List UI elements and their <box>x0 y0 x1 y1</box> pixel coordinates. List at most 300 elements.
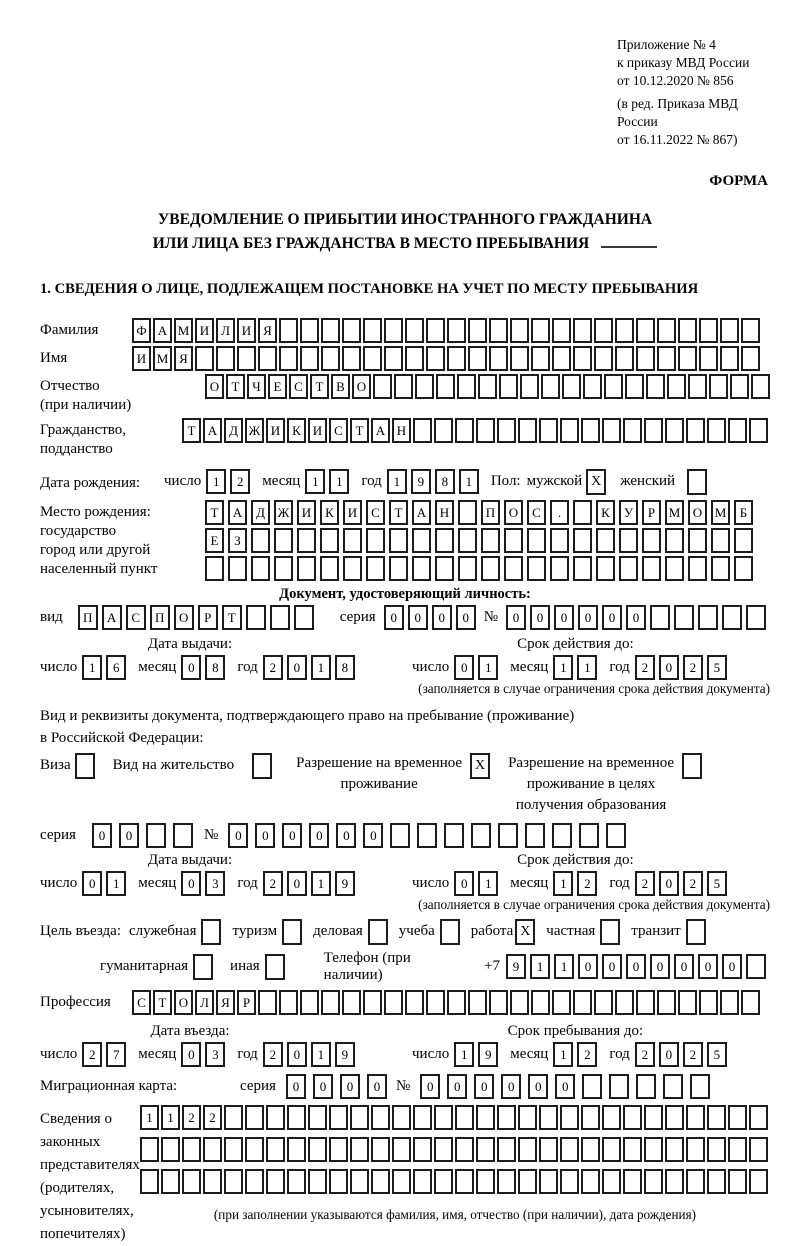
char-box[interactable] <box>615 990 634 1015</box>
char-box[interactable]: Ч <box>247 374 266 399</box>
char-box[interactable]: Т <box>226 374 245 399</box>
purpose-study-checkbox[interactable] <box>440 919 460 945</box>
char-box[interactable]: 0 <box>336 823 356 848</box>
char-box[interactable] <box>343 528 362 553</box>
char-box[interactable]: С <box>289 374 308 399</box>
char-box[interactable]: Р <box>642 500 661 525</box>
char-box[interactable] <box>412 528 431 553</box>
char-box[interactable] <box>746 954 766 979</box>
char-box[interactable] <box>499 374 518 399</box>
char-box[interactable]: Т <box>310 374 329 399</box>
char-box[interactable]: 0 <box>454 871 474 896</box>
char-box[interactable] <box>657 318 676 343</box>
char-box[interactable] <box>510 346 529 371</box>
char-box[interactable] <box>636 318 655 343</box>
char-box[interactable] <box>619 556 638 581</box>
char-box[interactable] <box>195 346 214 371</box>
purpose-transit-checkbox[interactable] <box>686 919 706 945</box>
char-box[interactable]: О <box>174 990 193 1015</box>
char-box[interactable] <box>455 1137 474 1162</box>
char-box[interactable] <box>650 605 670 630</box>
char-box[interactable] <box>447 318 466 343</box>
char-box[interactable]: 1 <box>387 469 407 494</box>
char-box[interactable]: 0 <box>420 1074 440 1099</box>
char-box[interactable] <box>623 1105 642 1130</box>
char-box[interactable]: 1 <box>311 655 331 680</box>
char-box[interactable] <box>279 346 298 371</box>
char-box[interactable] <box>426 346 445 371</box>
char-box[interactable] <box>749 1137 768 1162</box>
char-box[interactable] <box>510 318 529 343</box>
char-box[interactable] <box>392 1137 411 1162</box>
char-box[interactable]: 5 <box>707 655 727 680</box>
char-box[interactable]: 2 <box>263 655 283 680</box>
char-box[interactable]: 0 <box>659 655 679 680</box>
char-box[interactable] <box>541 374 560 399</box>
char-box[interactable]: 1 <box>311 871 331 896</box>
char-box[interactable] <box>552 990 571 1015</box>
char-box[interactable] <box>251 556 270 581</box>
char-box[interactable] <box>539 1169 558 1194</box>
char-box[interactable] <box>203 1137 222 1162</box>
char-box[interactable] <box>489 346 508 371</box>
char-box[interactable] <box>573 500 592 525</box>
char-box[interactable]: 0 <box>384 605 404 630</box>
char-box[interactable] <box>699 346 718 371</box>
char-box[interactable]: С <box>366 500 385 525</box>
char-box[interactable]: М <box>174 318 193 343</box>
char-box[interactable] <box>525 823 545 848</box>
char-box[interactable] <box>413 418 432 443</box>
char-box[interactable] <box>373 374 392 399</box>
char-box[interactable]: 9 <box>411 469 431 494</box>
char-box[interactable] <box>690 1074 710 1099</box>
char-box[interactable]: 3 <box>205 871 225 896</box>
char-box[interactable]: 0 <box>282 823 302 848</box>
char-box[interactable]: 9 <box>478 1042 498 1067</box>
char-box[interactable] <box>560 1169 579 1194</box>
char-box[interactable] <box>458 556 477 581</box>
char-box[interactable]: 0 <box>555 1074 575 1099</box>
char-box[interactable] <box>582 1074 602 1099</box>
char-box[interactable]: 0 <box>530 605 550 630</box>
char-box[interactable] <box>665 1137 684 1162</box>
char-box[interactable]: 0 <box>287 655 307 680</box>
char-box[interactable]: М <box>711 500 730 525</box>
char-box[interactable] <box>527 528 546 553</box>
char-box[interactable]: О <box>174 605 194 630</box>
char-box[interactable] <box>266 1105 285 1130</box>
char-box[interactable] <box>308 1137 327 1162</box>
char-box[interactable]: И <box>195 318 214 343</box>
char-box[interactable] <box>579 823 599 848</box>
char-box[interactable] <box>609 1074 629 1099</box>
char-box[interactable]: 2 <box>683 871 703 896</box>
char-box[interactable]: Т <box>153 990 172 1015</box>
char-box[interactable] <box>678 318 697 343</box>
char-box[interactable] <box>518 418 537 443</box>
char-box[interactable]: 1 <box>106 871 126 896</box>
char-box[interactable] <box>746 605 766 630</box>
char-box[interactable]: 0 <box>659 1042 679 1067</box>
char-box[interactable] <box>489 318 508 343</box>
char-box[interactable]: Б <box>734 500 753 525</box>
char-box[interactable]: Д <box>224 418 243 443</box>
char-box[interactable]: И <box>132 346 151 371</box>
char-box[interactable] <box>711 556 730 581</box>
char-box[interactable] <box>246 605 266 630</box>
char-box[interactable]: 1 <box>329 469 349 494</box>
char-box[interactable]: Ж <box>274 500 293 525</box>
char-box[interactable]: К <box>320 500 339 525</box>
char-box[interactable]: А <box>203 418 222 443</box>
char-box[interactable]: 2 <box>635 871 655 896</box>
char-box[interactable] <box>216 346 235 371</box>
char-box[interactable] <box>678 346 697 371</box>
char-box[interactable] <box>458 500 477 525</box>
char-box[interactable]: К <box>287 418 306 443</box>
char-box[interactable] <box>392 1105 411 1130</box>
char-box[interactable] <box>623 1169 642 1194</box>
char-box[interactable] <box>274 556 293 581</box>
char-box[interactable] <box>434 1169 453 1194</box>
char-box[interactable] <box>644 1137 663 1162</box>
char-box[interactable] <box>320 528 339 553</box>
char-box[interactable] <box>270 605 290 630</box>
char-box[interactable]: И <box>266 418 285 443</box>
char-box[interactable] <box>435 528 454 553</box>
char-box[interactable]: 0 <box>501 1074 521 1099</box>
char-box[interactable] <box>573 318 592 343</box>
char-box[interactable] <box>146 823 166 848</box>
char-box[interactable] <box>665 528 684 553</box>
char-box[interactable] <box>384 318 403 343</box>
char-box[interactable] <box>741 990 760 1015</box>
char-box[interactable]: Т <box>222 605 242 630</box>
char-box[interactable] <box>476 1137 495 1162</box>
char-box[interactable] <box>498 823 518 848</box>
char-box[interactable]: 2 <box>635 655 655 680</box>
char-box[interactable]: 0 <box>181 1042 201 1067</box>
char-box[interactable] <box>294 605 314 630</box>
char-box[interactable] <box>619 528 638 553</box>
char-box[interactable]: 2 <box>577 1042 597 1067</box>
char-box[interactable] <box>455 418 474 443</box>
char-box[interactable] <box>722 605 742 630</box>
char-box[interactable] <box>384 990 403 1015</box>
char-box[interactable]: 0 <box>650 954 670 979</box>
char-box[interactable]: 0 <box>659 871 679 896</box>
char-box[interactable] <box>602 418 621 443</box>
char-box[interactable] <box>602 1105 621 1130</box>
char-box[interactable] <box>308 1169 327 1194</box>
char-box[interactable] <box>623 418 642 443</box>
char-box[interactable] <box>366 528 385 553</box>
char-box[interactable] <box>518 1137 537 1162</box>
char-box[interactable] <box>413 1169 432 1194</box>
char-box[interactable]: Ж <box>245 418 264 443</box>
char-box[interactable] <box>720 318 739 343</box>
char-box[interactable]: 0 <box>119 823 139 848</box>
char-box[interactable] <box>728 1169 747 1194</box>
char-box[interactable] <box>539 418 558 443</box>
char-box[interactable] <box>321 990 340 1015</box>
char-box[interactable] <box>699 318 718 343</box>
char-box[interactable] <box>751 374 770 399</box>
char-box[interactable] <box>435 556 454 581</box>
char-box[interactable]: Н <box>392 418 411 443</box>
char-box[interactable] <box>245 1137 264 1162</box>
char-box[interactable] <box>686 1169 705 1194</box>
char-box[interactable] <box>297 556 316 581</box>
char-box[interactable] <box>583 374 602 399</box>
char-box[interactable] <box>642 556 661 581</box>
char-box[interactable] <box>510 990 529 1015</box>
char-box[interactable] <box>707 418 726 443</box>
char-box[interactable] <box>728 1105 747 1130</box>
char-box[interactable] <box>468 318 487 343</box>
char-box[interactable] <box>405 990 424 1015</box>
char-box[interactable] <box>686 1137 705 1162</box>
char-box[interactable]: 2 <box>263 871 283 896</box>
char-box[interactable] <box>730 374 749 399</box>
char-box[interactable] <box>636 1074 656 1099</box>
char-box[interactable] <box>741 318 760 343</box>
purpose-humanitarian-checkbox[interactable] <box>193 954 213 980</box>
char-box[interactable]: 9 <box>335 871 355 896</box>
char-box[interactable] <box>476 1169 495 1194</box>
char-box[interactable] <box>709 374 728 399</box>
char-box[interactable] <box>447 346 466 371</box>
char-box[interactable] <box>497 1105 516 1130</box>
purpose-official-checkbox[interactable] <box>201 919 221 945</box>
char-box[interactable]: С <box>329 418 348 443</box>
char-box[interactable]: А <box>228 500 247 525</box>
char-box[interactable]: О <box>504 500 523 525</box>
char-box[interactable] <box>321 318 340 343</box>
char-box[interactable] <box>279 990 298 1015</box>
char-box[interactable] <box>140 1169 159 1194</box>
char-box[interactable] <box>413 1105 432 1130</box>
char-box[interactable] <box>457 374 476 399</box>
char-box[interactable] <box>405 318 424 343</box>
char-box[interactable]: 2 <box>635 1042 655 1067</box>
char-box[interactable] <box>699 990 718 1015</box>
char-box[interactable] <box>455 1169 474 1194</box>
char-box[interactable] <box>573 556 592 581</box>
char-box[interactable] <box>636 346 655 371</box>
char-box[interactable] <box>343 556 362 581</box>
char-box[interactable]: 0 <box>432 605 452 630</box>
char-box[interactable]: 1 <box>478 655 498 680</box>
char-box[interactable] <box>455 1105 474 1130</box>
char-box[interactable] <box>471 823 491 848</box>
char-box[interactable]: 1 <box>311 1042 331 1067</box>
char-box[interactable] <box>182 1169 201 1194</box>
char-box[interactable]: 0 <box>313 1074 333 1099</box>
char-box[interactable]: 0 <box>602 954 622 979</box>
char-box[interactable] <box>644 1105 663 1130</box>
char-box[interactable]: 0 <box>92 823 112 848</box>
char-box[interactable]: Р <box>198 605 218 630</box>
char-box[interactable]: 0 <box>255 823 275 848</box>
char-box[interactable] <box>161 1169 180 1194</box>
char-box[interactable]: 3 <box>205 1042 225 1067</box>
char-box[interactable]: 8 <box>435 469 455 494</box>
char-box[interactable]: 0 <box>456 605 476 630</box>
char-box[interactable]: 5 <box>707 871 727 896</box>
char-box[interactable]: П <box>150 605 170 630</box>
char-box[interactable]: С <box>527 500 546 525</box>
char-box[interactable]: 2 <box>230 469 250 494</box>
char-box[interactable]: 1 <box>554 954 574 979</box>
char-box[interactable] <box>389 556 408 581</box>
char-box[interactable] <box>728 1137 747 1162</box>
char-box[interactable] <box>161 1137 180 1162</box>
char-box[interactable]: К <box>596 500 615 525</box>
char-box[interactable] <box>531 318 550 343</box>
char-box[interactable] <box>481 528 500 553</box>
char-box[interactable]: Т <box>182 418 201 443</box>
char-box[interactable] <box>665 1105 684 1130</box>
char-box[interactable] <box>412 556 431 581</box>
char-box[interactable]: 0 <box>722 954 742 979</box>
char-box[interactable]: С <box>132 990 151 1015</box>
char-box[interactable] <box>531 346 550 371</box>
char-box[interactable]: 0 <box>367 1074 387 1099</box>
char-box[interactable]: 0 <box>454 655 474 680</box>
char-box[interactable] <box>224 1137 243 1162</box>
char-box[interactable] <box>518 1169 537 1194</box>
char-box[interactable] <box>417 823 437 848</box>
char-box[interactable]: О <box>688 500 707 525</box>
purpose-work-checkbox[interactable]: X <box>515 919 535 945</box>
char-box[interactable] <box>560 1105 579 1130</box>
char-box[interactable] <box>644 1169 663 1194</box>
char-box[interactable] <box>686 418 705 443</box>
char-box[interactable] <box>287 1105 306 1130</box>
sex-female-checkbox[interactable] <box>687 469 707 495</box>
char-box[interactable]: А <box>153 318 172 343</box>
char-box[interactable]: 0 <box>578 605 598 630</box>
char-box[interactable]: 0 <box>287 1042 307 1067</box>
char-box[interactable]: 0 <box>447 1074 467 1099</box>
char-box[interactable] <box>594 990 613 1015</box>
char-box[interactable] <box>434 1137 453 1162</box>
char-box[interactable]: 1 <box>553 871 573 896</box>
char-box[interactable] <box>363 990 382 1015</box>
char-box[interactable] <box>698 605 718 630</box>
char-box[interactable]: 1 <box>553 655 573 680</box>
char-box[interactable] <box>604 374 623 399</box>
char-box[interactable]: 2 <box>182 1105 201 1130</box>
char-box[interactable] <box>606 823 626 848</box>
char-box[interactable] <box>173 823 193 848</box>
char-box[interactable] <box>434 418 453 443</box>
char-box[interactable] <box>392 1169 411 1194</box>
char-box[interactable] <box>615 346 634 371</box>
char-box[interactable] <box>140 1137 159 1162</box>
char-box[interactable] <box>688 556 707 581</box>
char-box[interactable] <box>251 528 270 553</box>
purpose-tourism-checkbox[interactable] <box>282 919 302 945</box>
char-box[interactable] <box>594 318 613 343</box>
char-box[interactable]: 0 <box>181 871 201 896</box>
char-box[interactable]: 0 <box>181 655 201 680</box>
char-box[interactable] <box>228 556 247 581</box>
char-box[interactable] <box>279 318 298 343</box>
char-box[interactable]: 0 <box>286 1074 306 1099</box>
char-box[interactable] <box>405 346 424 371</box>
char-box[interactable]: 0 <box>340 1074 360 1099</box>
char-box[interactable] <box>581 1137 600 1162</box>
char-box[interactable]: Е <box>268 374 287 399</box>
char-box[interactable] <box>734 556 753 581</box>
char-box[interactable] <box>581 418 600 443</box>
char-box[interactable]: 5 <box>707 1042 727 1067</box>
char-box[interactable] <box>749 1169 768 1194</box>
char-box[interactable]: 6 <box>106 655 126 680</box>
char-box[interactable] <box>245 1105 264 1130</box>
char-box[interactable] <box>573 990 592 1015</box>
char-box[interactable]: П <box>78 605 98 630</box>
char-box[interactable] <box>300 346 319 371</box>
char-box[interactable] <box>657 346 676 371</box>
char-box[interactable] <box>389 528 408 553</box>
char-box[interactable] <box>329 1105 348 1130</box>
char-box[interactable] <box>518 1105 537 1130</box>
char-box[interactable] <box>707 1137 726 1162</box>
char-box[interactable] <box>384 346 403 371</box>
char-box[interactable]: 2 <box>683 1042 703 1067</box>
char-box[interactable]: 1 <box>140 1105 159 1130</box>
char-box[interactable]: З <box>228 528 247 553</box>
purpose-private-checkbox[interactable] <box>600 919 620 945</box>
char-box[interactable] <box>350 1137 369 1162</box>
char-box[interactable]: 0 <box>309 823 329 848</box>
char-box[interactable] <box>266 1169 285 1194</box>
char-box[interactable]: 1 <box>206 469 226 494</box>
char-box[interactable]: 2 <box>82 1042 102 1067</box>
char-box[interactable] <box>371 1169 390 1194</box>
char-box[interactable]: 8 <box>205 655 225 680</box>
char-box[interactable] <box>644 418 663 443</box>
char-box[interactable] <box>320 556 339 581</box>
char-box[interactable]: 0 <box>674 954 694 979</box>
char-box[interactable] <box>552 823 572 848</box>
char-box[interactable]: Л <box>216 318 235 343</box>
char-box[interactable]: С <box>126 605 146 630</box>
char-box[interactable]: 0 <box>287 871 307 896</box>
char-box[interactable] <box>245 1169 264 1194</box>
char-box[interactable]: 2 <box>263 1042 283 1067</box>
char-box[interactable]: А <box>102 605 122 630</box>
char-box[interactable]: 0 <box>554 605 574 630</box>
char-box[interactable]: Д <box>251 500 270 525</box>
residence-permit-checkbox[interactable] <box>252 753 272 779</box>
char-box[interactable]: Я <box>174 346 193 371</box>
char-box[interactable] <box>274 528 293 553</box>
char-box[interactable]: 1 <box>577 655 597 680</box>
char-box[interactable] <box>749 1105 768 1130</box>
char-box[interactable] <box>237 346 256 371</box>
char-box[interactable]: 0 <box>408 605 428 630</box>
char-box[interactable]: 9 <box>506 954 526 979</box>
char-box[interactable] <box>741 346 760 371</box>
char-box[interactable]: Л <box>195 990 214 1015</box>
char-box[interactable] <box>497 418 516 443</box>
char-box[interactable] <box>413 1137 432 1162</box>
